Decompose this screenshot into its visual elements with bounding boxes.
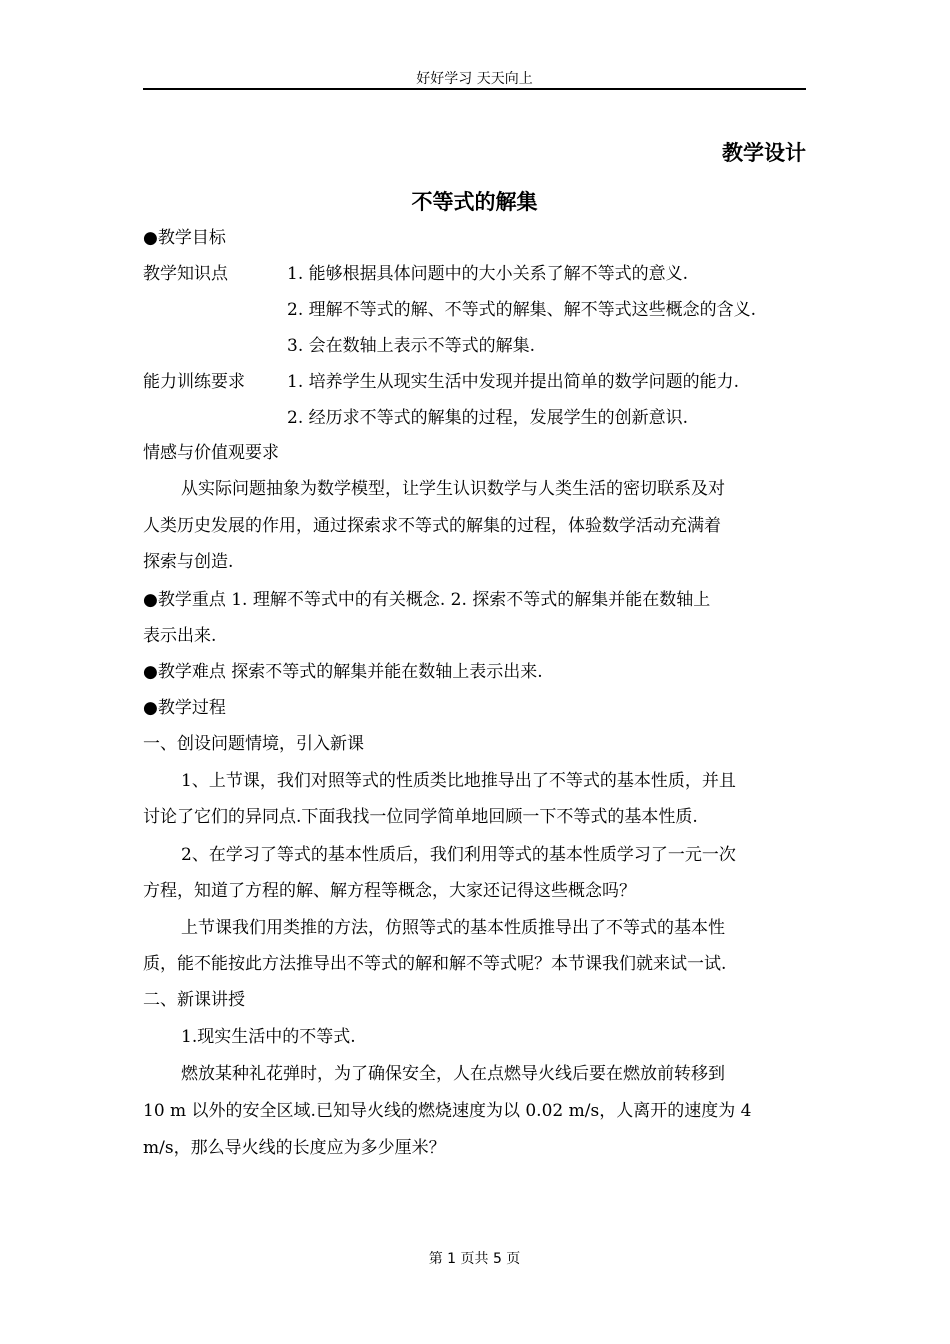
header-rule [143, 88, 806, 90]
process-heading: ●教学过程 [143, 698, 226, 718]
key-points-line: ●教学重点 1. 理解不等式中的有关概念. 2. 探索不等式的解集并能在数轴上 [143, 590, 711, 610]
emotion-line: 从实际问题抽象为数学模型，让学生认识数学与人类生活的密切联系及对 [181, 479, 725, 499]
section-title: 一、创设问题情境，引入新课 [143, 734, 364, 754]
ability-label: 能力训练要求 [143, 372, 245, 392]
page-footer: 第 1 页共 5 页 [428, 1251, 521, 1267]
emotion-line: 探索与创造. [143, 552, 234, 572]
ability-item: 2. 经历求不等式的解集的过程，发展学生的创新意识. [287, 408, 689, 428]
knowledge-label: 教学知识点 [143, 264, 228, 284]
emotion-label: 情感与价值观要求 [143, 443, 279, 463]
paragraph-line: 讨论了它们的异同点.下面我找一位同学简单地回顾一下不等式的基本性质. [143, 807, 698, 827]
paragraph-line: 2、在学习了等式的基本性质后，我们利用等式的基本性质学习了一元一次 [181, 845, 736, 865]
section-title: 二、新课讲授 [143, 990, 245, 1010]
page-title: 不等式的解集 [411, 190, 538, 214]
objectives-heading: ●教学目标 [143, 228, 226, 248]
paragraph-line: 燃放某种礼花弹时，为了确保安全，人在点燃导火线后要在燃放前转移到 [181, 1064, 725, 1084]
difficulty-line: ●教学难点 探索不等式的解集并能在数轴上表示出来. [143, 662, 543, 682]
ability-item: 1. 培养学生从现实生活中发现并提出简单的数学问题的能力. [287, 372, 740, 392]
paragraph-line: 1、上节课，我们对照等式的性质类比地推导出了不等式的基本性质，并且 [181, 771, 736, 791]
key-points-line: 表示出来. [143, 626, 217, 646]
knowledge-item: 3. 会在数轴上表示不等式的解集. [287, 336, 536, 356]
paragraph-line: m/s，那么导火线的长度应为多少厘米？ [143, 1138, 446, 1158]
emotion-line: 人类历史发展的作用，通过探索求不等式的解集的过程，体验数学活动充满着 [143, 516, 721, 536]
paragraph-line: 上节课我们用类推的方法，仿照等式的基本性质推导出了不等式的基本性 [181, 918, 725, 938]
knowledge-item: 2. 理解不等式的解、不等式的解集、解不等式这些概念的含义. [287, 300, 757, 320]
subsection-title: 1.现实生活中的不等式. [181, 1027, 356, 1047]
paragraph-line: 质，能不能按此方法推导出不等式的解和解不等式呢？本节课我们就来试一试. [143, 954, 727, 974]
knowledge-item: 1. 能够根据具体问题中的大小关系了解不等式的意义. [287, 264, 689, 284]
page-header: 好好学习 天天向上 [416, 71, 533, 87]
paragraph-line: 方程，知道了方程的解、解方程等概念，大家还记得这些概念吗？ [143, 881, 636, 901]
document-type: 教学设计 [722, 141, 806, 165]
paragraph-line: 10 m 以外的安全区域.已知导火线的燃烧速度为以 0.02 m/s，人离开的速度为 4 [143, 1101, 752, 1121]
